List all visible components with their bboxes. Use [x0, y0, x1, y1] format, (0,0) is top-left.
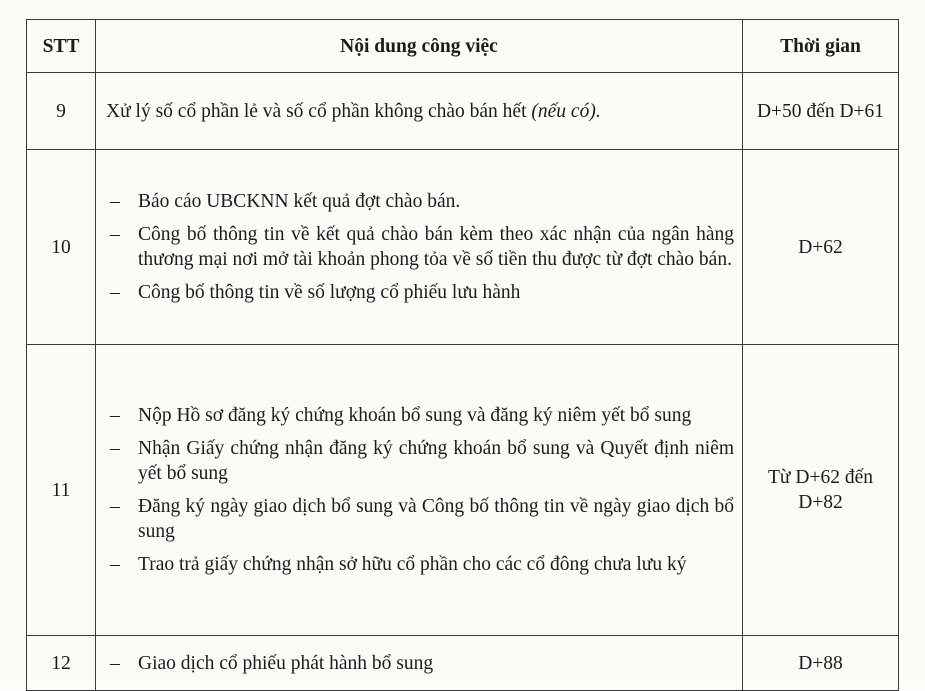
list-item-text: Giao dịch cổ phiếu phát hành bổ sung	[138, 652, 434, 674]
dash-bullet: –	[110, 191, 120, 212]
dash-bullet: –	[110, 438, 120, 459]
list-item	[106, 280, 734, 305]
row-content	[96, 73, 743, 150]
row-time: D+88	[743, 636, 899, 691]
list-item	[106, 552, 734, 577]
list-item-text: Nhận Giấy chứng nhận đăng ký chứng khoán bổ sung và Quyết định niêm yết bổ sung	[138, 438, 734, 484]
list-item	[106, 494, 734, 544]
table-row	[27, 73, 899, 150]
list-item-text: Công bố thông tin về kết quả chào bán kèm theo xác nhận của ngân hàng thương mại nơi mở tài khoản phong tỏa về số tiền thu được từ đợt chào bán.	[138, 224, 734, 270]
list-item	[106, 436, 734, 486]
list-item-text: Nộp Hồ sơ đăng ký chứng khoán bổ sung và đăng ký niêm yết bổ sung	[138, 405, 692, 426]
dash-bullet: –	[110, 282, 120, 303]
list-item-text: Công bố thông tin về số lượng cổ phiếu lưu hành	[138, 282, 521, 303]
row-time: D+62	[743, 150, 899, 345]
schedule-table	[26, 19, 899, 691]
table-row	[27, 636, 899, 691]
task-list	[106, 189, 734, 305]
dash-bullet: –	[110, 554, 120, 575]
table-row	[27, 345, 899, 636]
list-item	[106, 222, 734, 272]
row-number: 9	[27, 73, 96, 150]
list-item	[106, 403, 734, 428]
content-text	[106, 99, 734, 124]
row-time: D+50 đến D+61	[743, 73, 899, 150]
content-text-italic: (nếu có).	[531, 100, 601, 122]
row-number: 10	[27, 150, 96, 345]
header-stt: STT	[27, 20, 96, 73]
row-number: 12	[27, 636, 96, 691]
list-item-text: Báo cáo UBCKNN kết quả đợt chào bán.	[138, 191, 461, 212]
dash-bullet: –	[110, 496, 120, 517]
row-time: Từ D+62 đến D+82	[743, 345, 899, 636]
row-content	[96, 150, 743, 345]
content-text-main: Xử lý số cổ phần lẻ và số cổ phần không chào bán hết	[106, 100, 532, 122]
dash-bullet: –	[110, 652, 120, 674]
row-number: 11	[27, 345, 96, 636]
list-item-text: Trao trả giấy chứng nhận sở hữu cổ phần cho các cổ đông chưa lưu ký	[138, 554, 687, 575]
task-list	[106, 651, 734, 676]
dash-bullet: –	[110, 405, 120, 426]
header-content: Nội dung công việc	[96, 20, 743, 73]
list-item	[106, 189, 734, 214]
dash-bullet: –	[110, 224, 120, 245]
row-content	[96, 636, 743, 691]
table-header-row	[27, 20, 899, 73]
header-time: Thời gian	[743, 20, 899, 73]
list-item	[106, 651, 734, 676]
list-item-text: Đăng ký ngày giao dịch bổ sung và Công bố thông tin về ngày giao dịch bổ sung	[138, 496, 734, 542]
row-content	[96, 345, 743, 636]
table-row	[27, 150, 899, 345]
task-list	[106, 403, 734, 577]
